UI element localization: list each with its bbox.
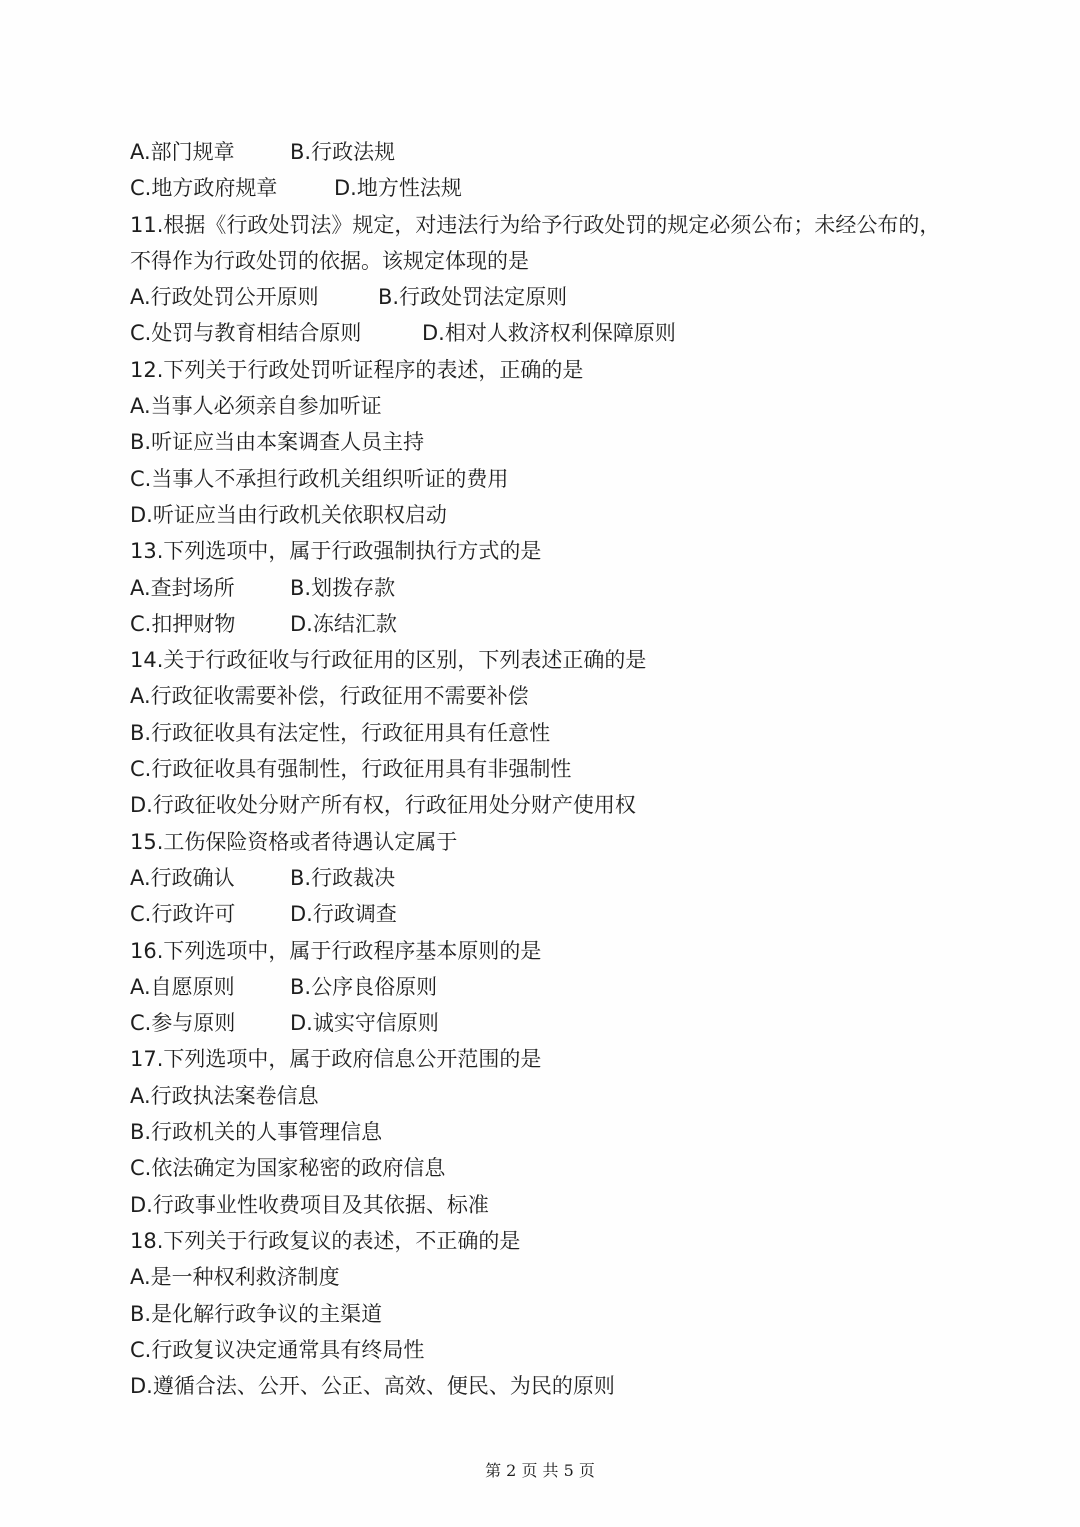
q14-option-c: C.行政征收具有强制性，行政征用具有非强制性 (130, 757, 572, 782)
q11-option-d: D.相对人救济权利保障原则 (422, 321, 676, 346)
q17-stem: 17.下列选项中，属于政府信息公开范围的是 (130, 1047, 542, 1072)
q15-option-d: D.行政调查 (290, 902, 397, 927)
q17-option-b: B.行政机关的人事管理信息 (130, 1120, 383, 1145)
q15-options-row-1 (130, 860, 1010, 896)
q10-option-b: B.行政法规 (290, 140, 396, 164)
page-number-footer: 第 2 页 共 5 页 (485, 1461, 595, 1480)
question-list (130, 134, 1010, 1404)
q15-option-a: A.行政确认 (130, 865, 235, 890)
q15-option-c: C.行政许可 (130, 902, 236, 927)
q16-option-c: C.参与原则 (130, 1011, 236, 1036)
q18-option-b: B.是化解行政争议的主渠道 (130, 1301, 383, 1326)
q12-option-a: A.当事人必须亲自参加听证 (130, 394, 382, 419)
q14-option-a: A.行政征收需要补偿，行政征用不需要补偿 (130, 684, 529, 709)
q13-options-row-1 (130, 570, 1010, 606)
q13-option-b: B.划拨存款 (290, 575, 396, 600)
q14-stem: 14.关于行政征收与行政征用的区别，下列表述正确的是 (130, 648, 647, 673)
q16-option-d: D.诚实守信原则 (290, 1011, 439, 1036)
q15-stem: 15.工伤保险资格或者待遇认定属于 (130, 829, 458, 854)
q16-option-a: A.自愿原则 (130, 974, 235, 999)
q11-options-row-2 (130, 315, 1010, 351)
q12-option-c: C.当事人不承担行政机关组织听证的费用 (130, 466, 509, 491)
q14-option-b: B.行政征收具有法定性，行政征用具有任意性 (130, 720, 551, 745)
q10-options-row-2 (130, 170, 1010, 206)
q13-stem: 13.下列选项中，属于行政强制执行方式的是 (130, 539, 542, 564)
q14-option-d: D.行政征收处分财产所有权，行政征用处分财产使用权 (130, 793, 636, 818)
q11-option-c: C.处罚与教育相结合原则 (130, 321, 362, 346)
q16-option-b: B.公序良俗原则 (290, 974, 438, 999)
q10-option-a: A.部门规章 (130, 140, 235, 164)
q18-option-c: C.行政复议决定通常具有终局性 (130, 1337, 425, 1362)
q16-options-row-1 (130, 969, 1010, 1005)
q12-option-d: D.听证应当由行政机关依职权启动 (130, 502, 447, 527)
q11-option-b: B.行政处罚法定原则 (378, 285, 568, 310)
q15-option-b: B.行政裁决 (290, 865, 396, 890)
q16-stem: 16.下列选项中，属于行政程序基本原则的是 (130, 938, 542, 963)
q17-option-d: D.行政事业性收费项目及其依据、标准 (130, 1192, 489, 1217)
q10-options-row-1 (130, 134, 1010, 170)
q16-options-row-2 (130, 1005, 1010, 1041)
q12-stem: 12.下列关于行政处罚听证程序的表述，正确的是 (130, 357, 584, 382)
q10-option-d: D.地方性法规 (334, 176, 462, 201)
q11-stem-line-2: 不得作为行政处罚的依据。该规定体现的是 (130, 248, 529, 273)
q11-stem-line-1: 11.根据《行政处罚法》规定，对违法行为给予行政处罚的规定必须公布；未经公布的， (130, 212, 941, 237)
q17-option-a: A.行政执法案卷信息 (130, 1083, 319, 1108)
q13-option-a: A.查封场所 (130, 575, 235, 600)
q13-options-row-2 (130, 606, 1010, 642)
q10-option-c: C.地方政府规章 (130, 176, 278, 201)
q11-options-row-1 (130, 279, 1010, 315)
q12-option-b: B.听证应当由本案调查人员主持 (130, 430, 425, 455)
q17-option-c: C.依法确定为国家秘密的政府信息 (130, 1156, 446, 1181)
q18-stem: 18.下列关于行政复议的表述，不正确的是 (130, 1228, 521, 1253)
q13-option-d: D.冻结汇款 (290, 611, 397, 636)
q11-option-a: A.行政处罚公开原则 (130, 285, 319, 310)
q18-option-d: D.遵循合法、公开、公正、高效、便民、为民的原则 (130, 1374, 615, 1399)
q18-option-a: A.是一种权利救济制度 (130, 1265, 340, 1290)
q15-options-row-2 (130, 896, 1010, 932)
q13-option-c: C.扣押财物 (130, 611, 236, 636)
